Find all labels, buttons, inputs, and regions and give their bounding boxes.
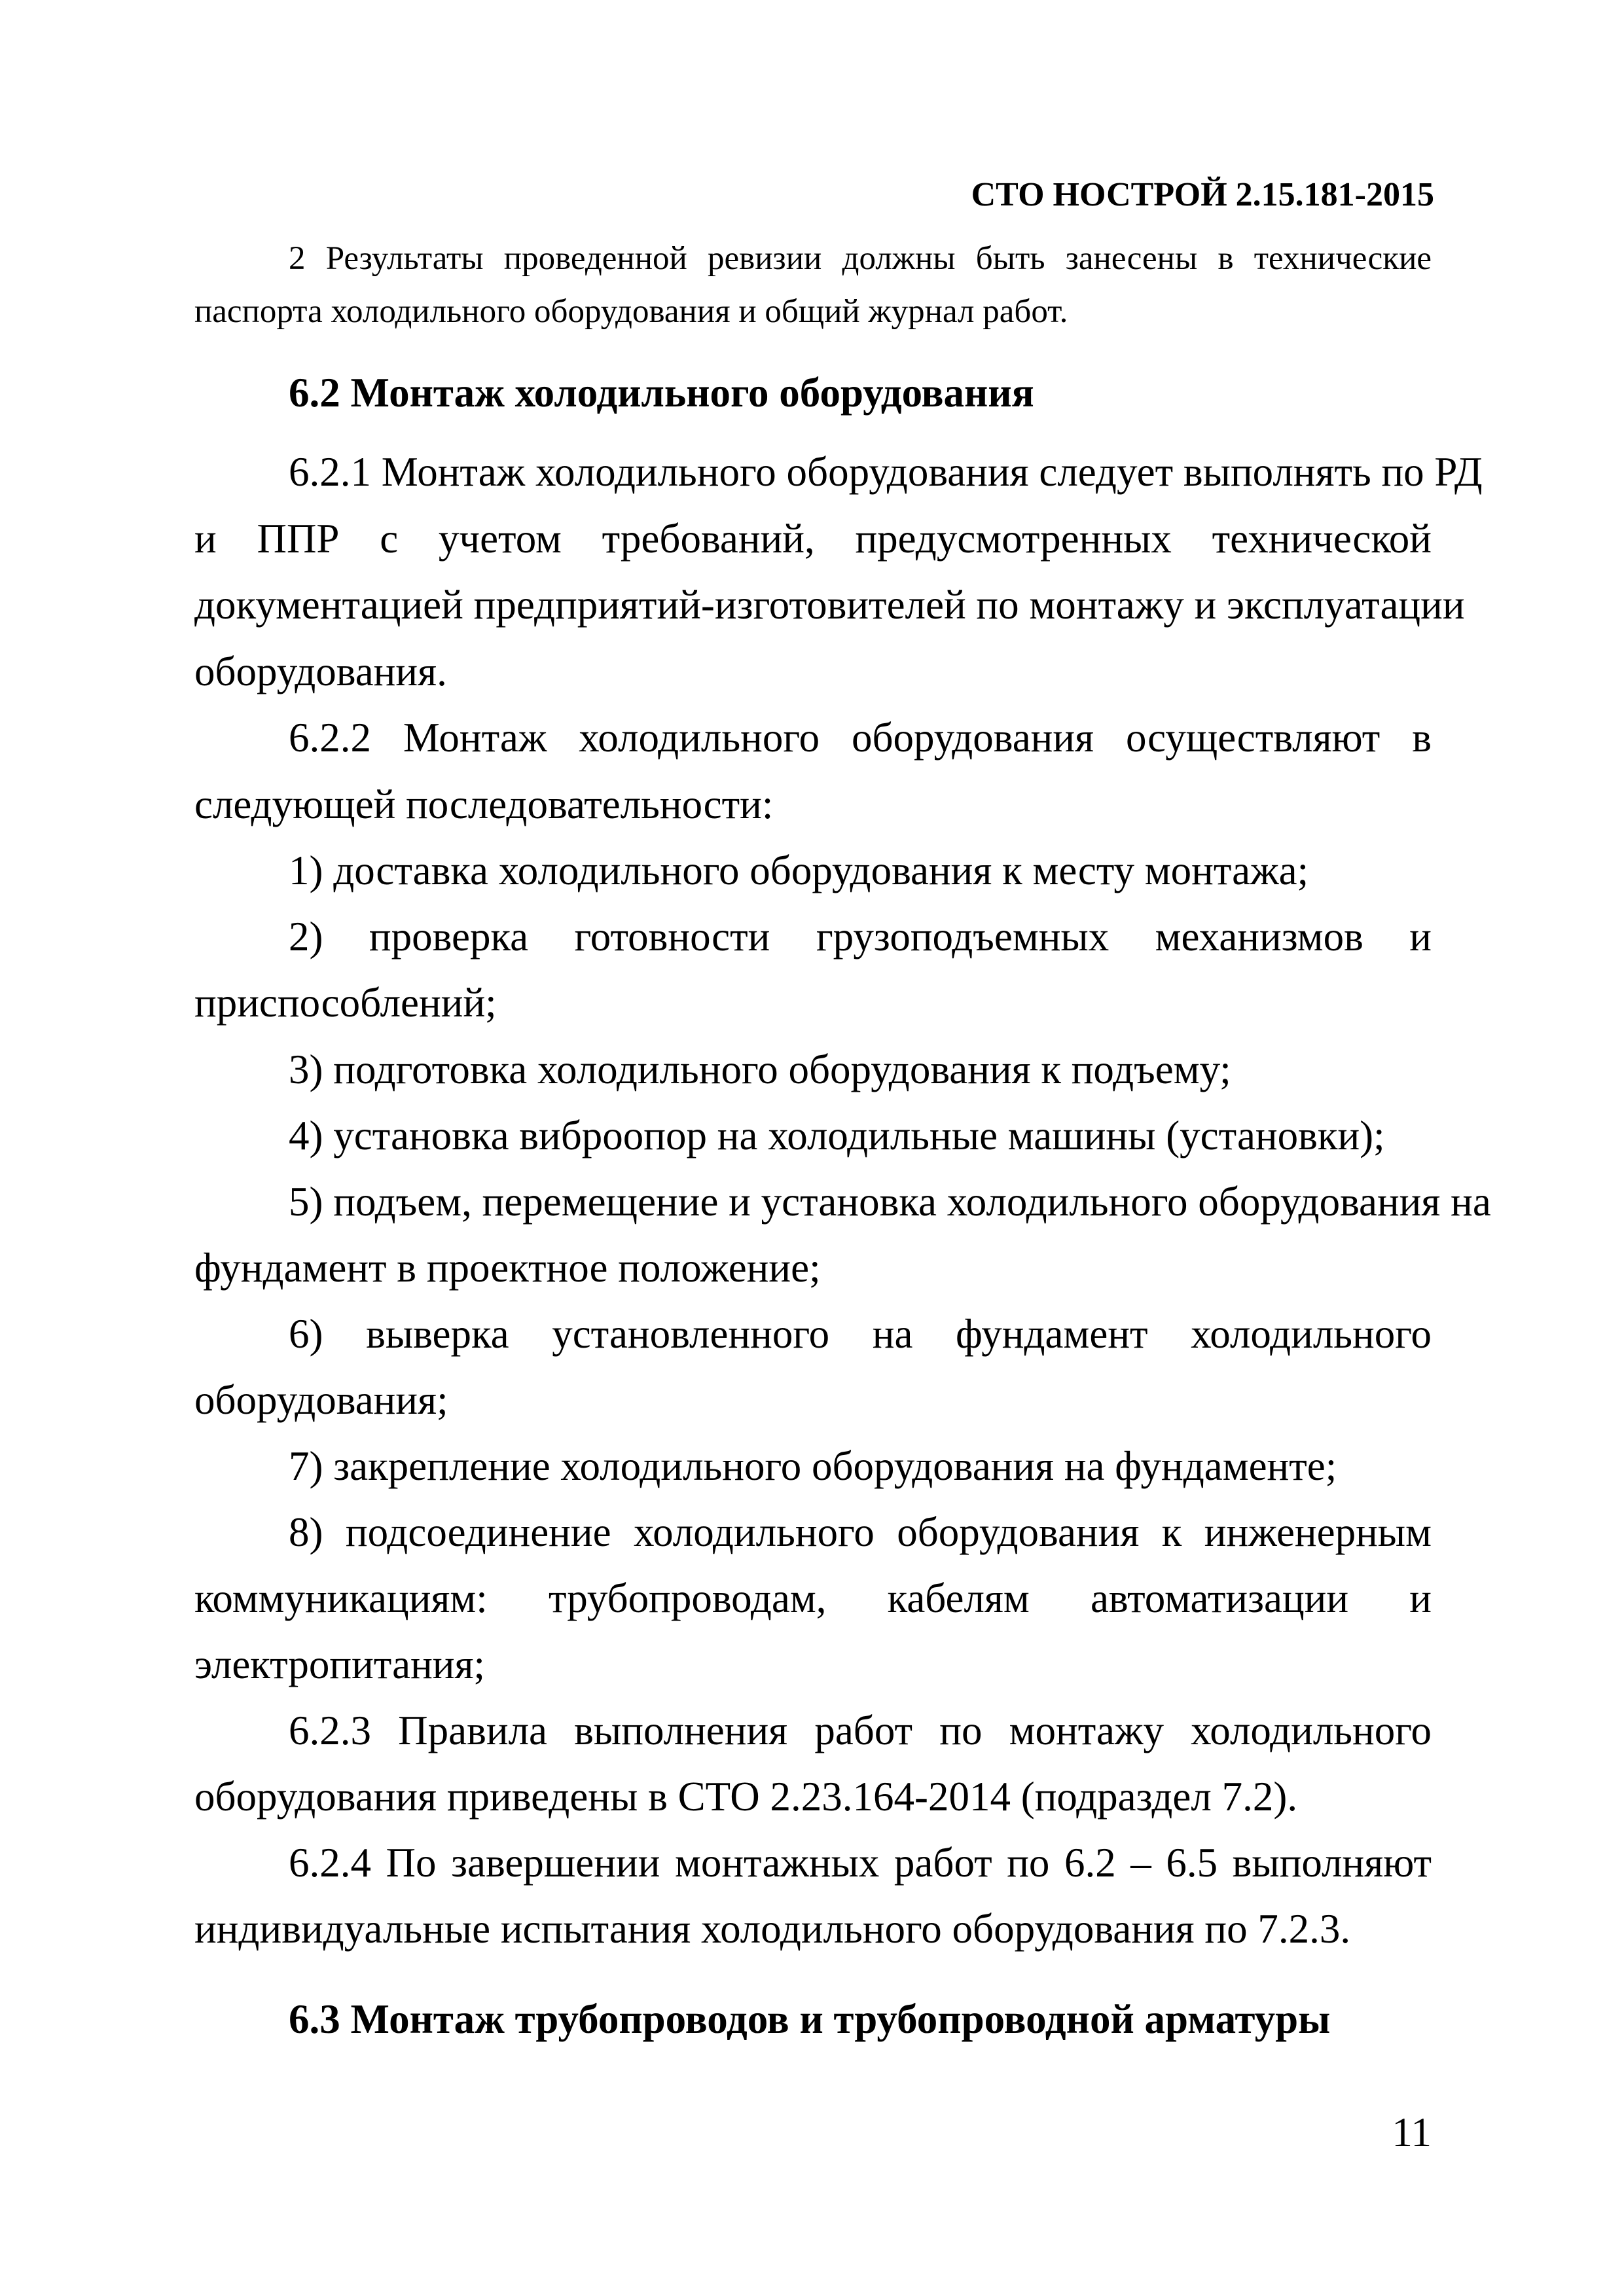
list-item: 7) закрепление холодильного оборудования на фундаменте; — [289, 1443, 1337, 1489]
paragraph-line: оборудования. — [194, 649, 447, 694]
paragraph-line: 6.2.3 Правила выполнения работ по монтажу холодильного — [289, 1708, 1432, 1753]
list-item: 2) проверка готовности грузоподъемных механизмов и — [289, 914, 1432, 960]
paragraph-line: 6.2.2 Монтаж холодильного оборудования осуществляют в — [289, 715, 1432, 761]
list-item: 4) установка виброопор на холодильные машины (установки); — [289, 1113, 1385, 1158]
paragraph-line: документацией предприятий-изготовителей по монтажу и эксплуатации — [194, 582, 1465, 628]
note-line: паспорта холодильного оборудования и общий журнал работ. — [194, 293, 1068, 330]
note-line: 2 Результаты проведенной ревизии должны быть занесены в технические — [289, 240, 1432, 277]
paragraph-line: следующей последовательности: — [194, 781, 774, 827]
list-item: 8) подсоединение холодильного оборудования к инженерным — [289, 1509, 1432, 1555]
paragraph-line: и ППР с учетом требований, предусмотренных технической — [194, 516, 1432, 562]
section-heading-6-2: 6.2 Монтаж холодильного оборудования — [289, 370, 1034, 416]
list-item-continuation: коммуникациям: трубопроводам, кабелям автоматизации и — [194, 1575, 1432, 1621]
paragraph-line: 6.2.1 Монтаж холодильного оборудования следует выполнять по РД — [289, 449, 1483, 495]
list-item-continuation: электропитания; — [194, 1641, 485, 1687]
list-item-continuation: фундамент в проектное положение; — [194, 1245, 821, 1291]
paragraph-line: 6.2.4 По завершении монтажных работ по 6.2 – 6.5 выполняют — [289, 1840, 1432, 1886]
section-heading-6-3: 6.3 Монтаж трубопроводов и трубопроводной арматуры — [289, 1996, 1331, 2042]
paragraph-line: оборудования приведены в СТО 2.23.164-2014 (подраздел 7.2). — [194, 1774, 1298, 1820]
list-item: 6) выверка установленного на фундамент холодильного — [289, 1311, 1432, 1357]
list-item: 1) доставка холодильного оборудования к месту монтажа; — [289, 848, 1309, 893]
page-number: 11 — [1392, 2109, 1432, 2155]
document-header: СТО НОСТРОЙ 2.15.181-2015 — [971, 176, 1434, 213]
list-item: 5) подъем, перемещение и установка холодильного оборудования на — [289, 1179, 1491, 1225]
list-item-continuation: приспособлений; — [194, 980, 497, 1026]
list-item-continuation: оборудования; — [194, 1377, 448, 1423]
paragraph-line: индивидуальные испытания холодильного оборудования по 7.2.3. — [194, 1906, 1351, 1952]
list-item: 3) подготовка холодильного оборудования к подъему; — [289, 1047, 1231, 1092]
